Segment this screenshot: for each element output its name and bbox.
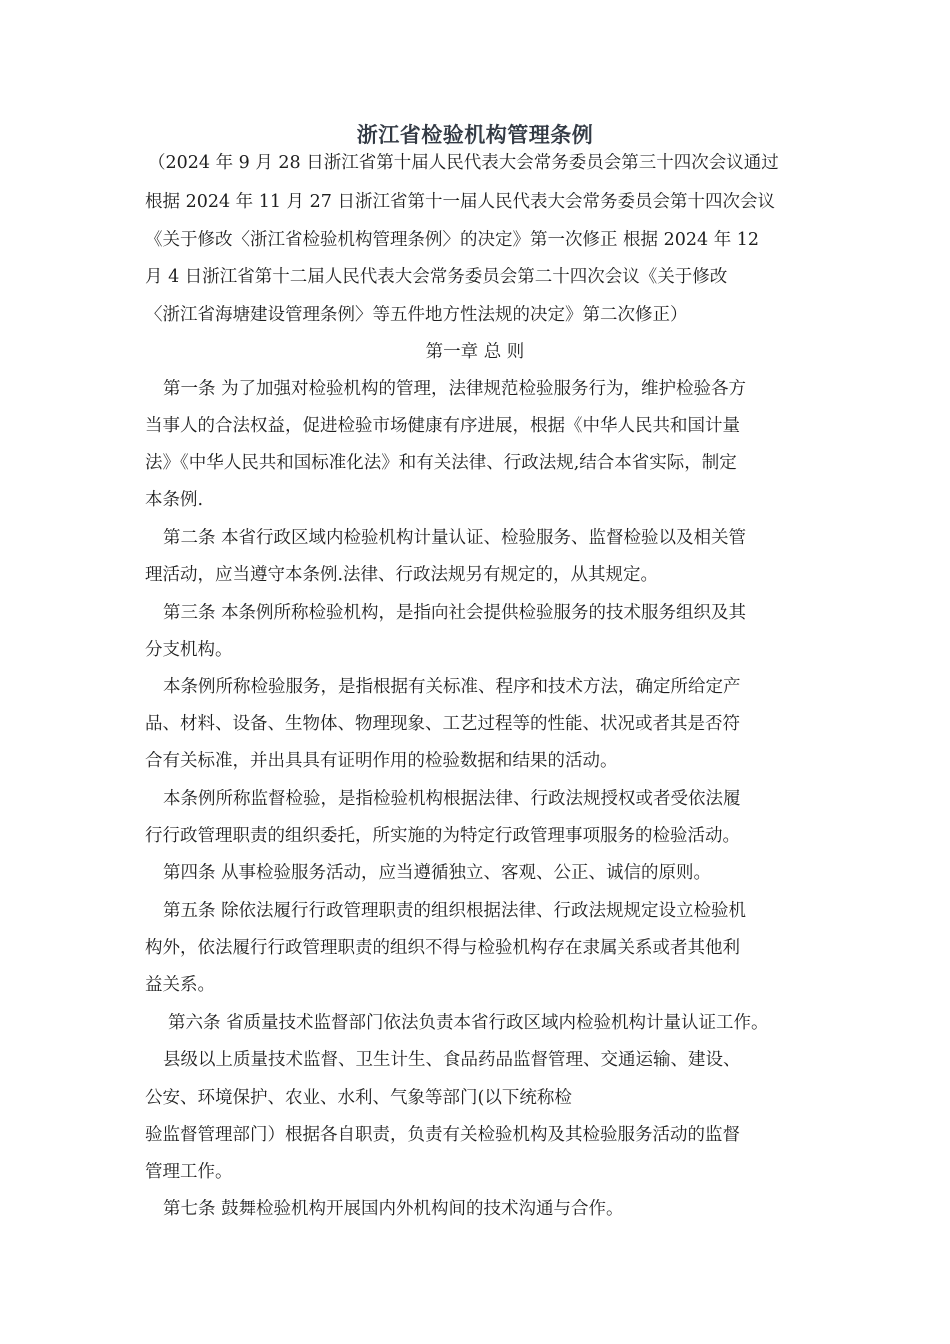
article-6-paragraph-2-line: 县级以上质量技术监督、卫生计生、食品药品监督管理、交通运输、建设、: [163, 1050, 741, 1070]
article-5-line: 第五条 除依法履行行政管理职责的组织根据法律、行政法规规定设立检验机: [163, 901, 747, 921]
article-1-line: 本条例.: [145, 490, 204, 510]
preamble-line: 月 4 日浙江省第十二届人民代表大会常务委员会第二十四次会议《关于修改: [145, 267, 728, 287]
article-2-line: 第二条 本省行政区域内检验机构计量认证、检验服务、监督检验以及相关管: [163, 528, 747, 548]
article-1-line: 第一条 为了加强对检验机构的管理，法律规范检验服务行为，维护检验各方: [163, 379, 747, 399]
article-3-paragraph-3-line: 行行政管理职责的组织委托，所实施的为特定行政管理事项服务的检验活动。: [145, 826, 740, 846]
article-3-paragraph-2-line: 合有关标准，并出具具有证明作用的检验数据和结果的活动。: [145, 751, 618, 771]
article-2-line: 理活动，应当遵守本条例.法律、行政法规另有规定的，从其规定。: [145, 565, 659, 585]
article-3-line: 分支机构。: [145, 640, 233, 660]
article-3-paragraph-2-line: 品、材料、设备、生物体、物理现象、工艺过程等的性能、状况或者其是否符: [145, 714, 740, 734]
article-6-paragraph-2-line: 公安、环境保护、农业、水利、气象等部门(以下统称检: [145, 1088, 572, 1108]
preamble-line: 〈浙江省海塘建设管理条例〉等五件地方性法规的决定》第二次修正）: [145, 305, 688, 325]
article-5-line: 构外，依法履行行政管理职责的组织不得与检验机构存在隶属关系或者其他利: [145, 938, 740, 958]
article-1-line: 当事人的合法权益，促进检验市场健康有序进展，根据《中华人民共和国计量: [145, 416, 740, 436]
article-1-line: 法》《中华人民共和国标准化法》和有关法律、行政法规,结合本省实际，制定: [145, 453, 737, 473]
article-3-paragraph-3-line: 本条例所称监督检验，是指检验机构根据法律、行政法规授权或者受依法履: [163, 789, 741, 809]
preamble-line: 根据 2024 年 11 月 27 日浙江省第十一届人民代表大会常务委员会第十四次会议: [145, 192, 775, 212]
article-7-line: 第七条 鼓舞检验机构开展国内外机构间的技术沟通与合作。: [163, 1199, 624, 1219]
chapter-heading: 第一章 总 则: [425, 342, 525, 362]
article-3-paragraph-2-line: 本条例所称检验服务，是指根据有关标准、程序和技术方法，确定所给定产: [163, 677, 741, 697]
article-5-line: 益关系。: [145, 975, 215, 995]
article-6-line: 第六条 省质量技术监督部门依法负责本省行政区域内检验机构计量认证工作。: [168, 1013, 769, 1033]
article-4-line: 第四条 从事检验服务活动，应当遵循独立、客观、公正、诚信的原则。: [163, 863, 712, 883]
article-3-line: 第三条 本条例所称检验机构，是指向社会提供检验服务的技术服务组织及其: [163, 603, 747, 623]
preamble-line: （2024 年 9 月 28 日浙江省第十届人民代表大会常务委员会第三十四次会议通过: [148, 153, 779, 173]
article-6-paragraph-2-line: 管理工作。: [145, 1162, 233, 1182]
article-6-paragraph-2-line: 验监督管理部门）根据各自职责，负责有关检验机构及其检验服务活动的监督: [145, 1125, 740, 1145]
document-title: 浙江省检验机构管理条例: [356, 122, 594, 147]
preamble-line: 《关于修改〈浙江省检验机构管理条例〉的决定》第一次修正 根据 2024 年 12: [145, 230, 760, 250]
